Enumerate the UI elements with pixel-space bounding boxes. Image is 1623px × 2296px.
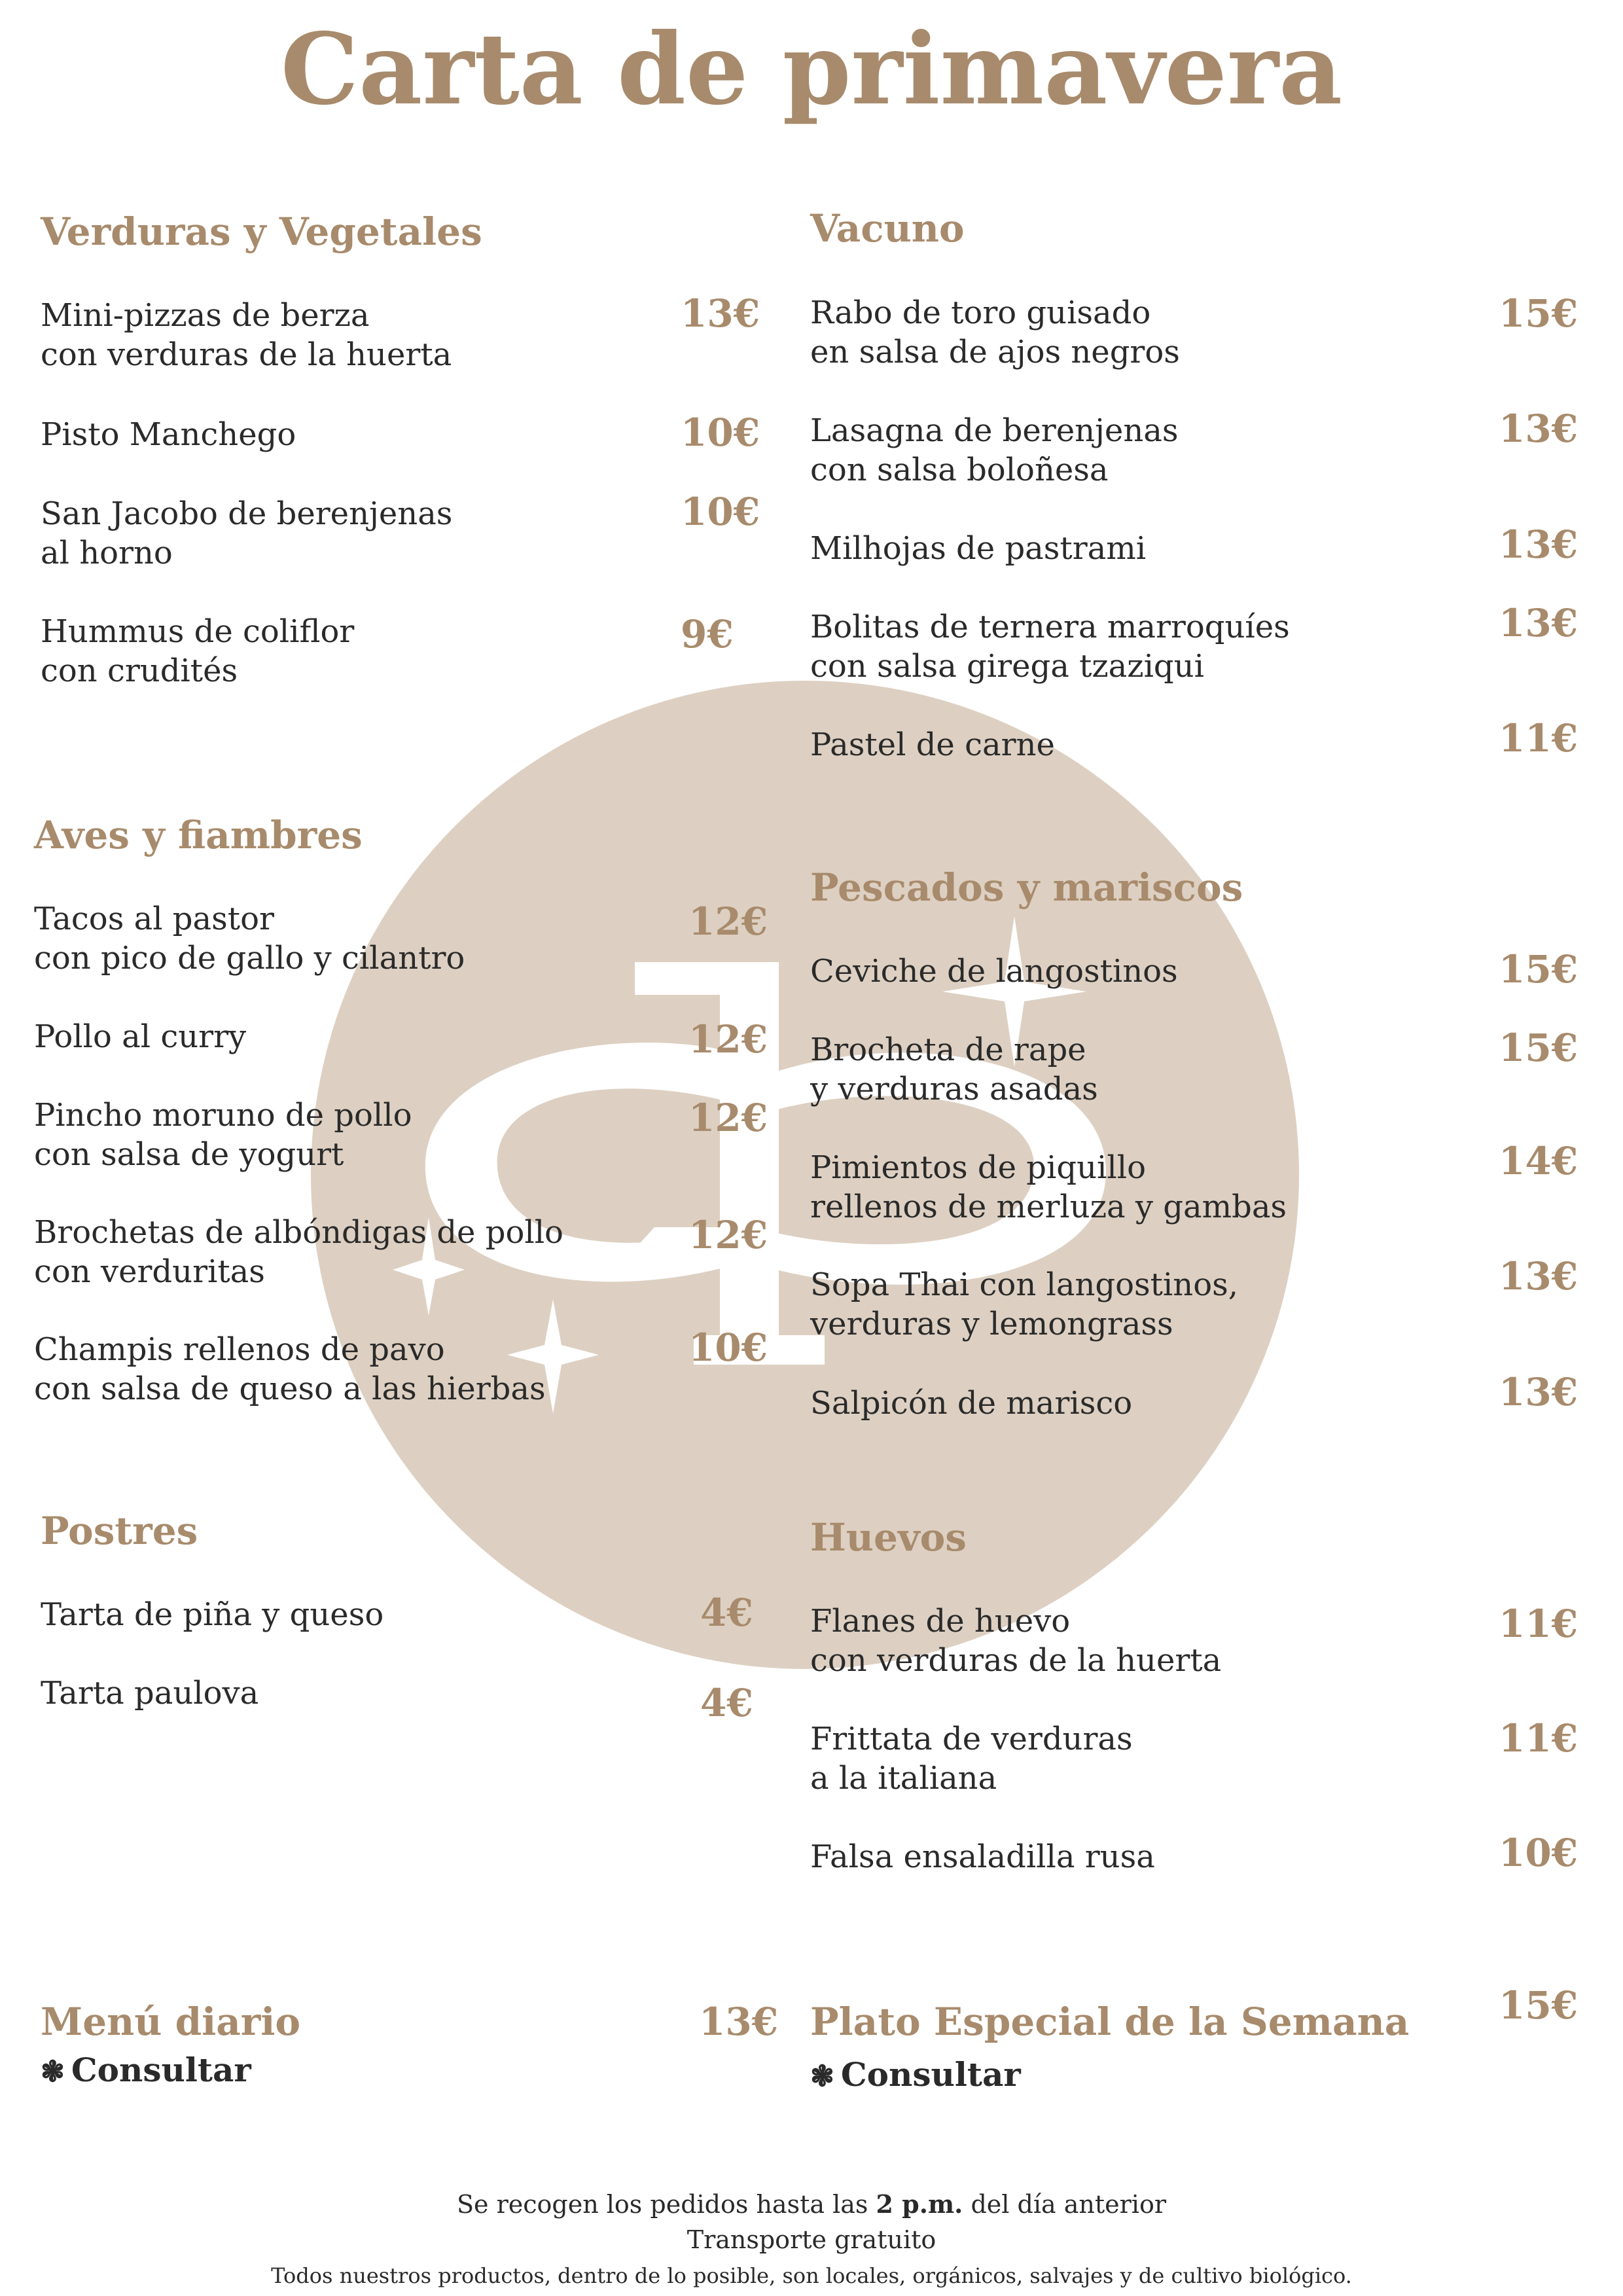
flower-icon: ❃ [41, 2055, 65, 2089]
section-title-pescados: Pescados y mariscos [810, 865, 1243, 910]
menu-item: Mini-pizzas de berza con verduras de la huerta [41, 297, 452, 373]
footer-pickup-note: Se recogen los pedidos hasta las 2 p.m. del día anterior [456, 2189, 1166, 2219]
menu-item-price: 11€ [1499, 1602, 1578, 1646]
menu-item: Pastel de carne [810, 726, 1055, 763]
menu-diario-consult: ❃ Consultar [41, 2051, 251, 2089]
menu-item-price: 13€ [1499, 406, 1578, 451]
footer-origin-note: Todos nuestros productos, dentro de lo posible, son locales, orgánicos, salvajes y de cultivo biológico. [271, 2263, 1352, 2288]
menu-item: Pollo al curry [34, 1018, 247, 1055]
section-title-vacuno: Vacuno [810, 206, 965, 251]
menu-item-price: 10€ [688, 1325, 768, 1370]
menu-item: Lasagna de berenjenas con salsa boloñesa [810, 412, 1179, 488]
menu-item: Flanes de huevo con verduras de la huerta [810, 1603, 1222, 1679]
menu-item: San Jacobo de berenjenas al horno [41, 495, 453, 571]
section-title-aves: Aves y fiambres [34, 813, 363, 857]
menu-item: Rabo de toro guisado en salsa de ajos negros [810, 295, 1180, 370]
section-title-verduras: Verduras y Vegetales [41, 209, 482, 254]
plato-especial-title: Plato Especial de la Semana [810, 2000, 1410, 2044]
menu-item-price: 12€ [688, 1096, 768, 1140]
menu-item-price: 15€ [1499, 291, 1578, 336]
menu-item: Milhojas de pastrami [810, 530, 1147, 567]
menu-item: Pincho moruno de pollo con salsa de yogurt [34, 1097, 412, 1173]
page-title: Carta de primavera [280, 12, 1343, 127]
menu-item-price: 4€ [700, 1590, 753, 1635]
menu-item: Tarta de piña y queso [41, 1596, 384, 1633]
menu-item: Brochetas de albóndigas de pollo con verduritas [34, 1214, 563, 1290]
menu-item-price: 12€ [688, 1017, 768, 1062]
menu-item: Tarta paulova [41, 1675, 259, 1712]
menu-item-price: 11€ [1499, 1716, 1578, 1761]
menu-item-price: 11€ [1499, 716, 1578, 761]
menu-item-price: 12€ [688, 1213, 768, 1257]
menu-item: Sopa Thai con langostinos, verduras y lemongrass [810, 1266, 1238, 1342]
menu-item-price: 14€ [1499, 1139, 1578, 1183]
menu-item-price: 13€ [1499, 601, 1578, 645]
menu-item: Bolitas de ternera marroquíes con salsa girega tzaziqui [810, 609, 1290, 685]
menu-item-price: 13€ [1499, 522, 1578, 567]
menu-item: Pimientos de piquillo rellenos de merluza y gambas [810, 1149, 1287, 1225]
menu-item-price: 13€ [1499, 1254, 1578, 1299]
menu-item: Frittata de verduras a la italiana [810, 1721, 1133, 1797]
menu-item: Champis rellenos de pavo con salsa de queso a las hierbas [34, 1331, 546, 1407]
menu-item-price: 10€ [681, 490, 760, 534]
plato-especial-consult: ❃ Consultar [810, 2055, 1021, 2094]
plato-especial-price: 15€ [1499, 1983, 1578, 2028]
section-title-huevos: Huevos [810, 1515, 967, 1560]
menu-item-price: 15€ [1499, 947, 1578, 992]
menu-item: Pisto Manchego [41, 416, 296, 453]
menu-item-price: 10€ [681, 410, 760, 455]
section-title-postres: Postres [41, 1509, 198, 1553]
menu-item: Tacos al pastor con pico de gallo y cilantro [34, 901, 465, 977]
flower-icon: ❃ [810, 2060, 834, 2093]
menu-item-price: 9€ [681, 612, 734, 656]
menu-item-price: 10€ [1499, 1831, 1578, 1875]
menu-item: Ceviche de langostinos [810, 953, 1178, 990]
menu-item-price: 13€ [1499, 1370, 1578, 1414]
menu-item-price: 4€ [700, 1681, 753, 1725]
menu-item: Brocheta de rape y verduras asadas [810, 1031, 1098, 1107]
menu-item: Salpicón de marisco [810, 1385, 1133, 1422]
footer-transport: Transporte gratuito [687, 2225, 936, 2254]
menu-item-price: 12€ [688, 899, 768, 944]
menu-item-price: 13€ [681, 291, 760, 336]
menu-diario-price: 13€ [699, 2000, 779, 2044]
menu-diario-title: Menú diario [41, 2000, 301, 2044]
menu-item: Falsa ensaladilla rusa [810, 1839, 1155, 1875]
menu-item-price: 15€ [1499, 1026, 1578, 1070]
menu-item: Hummus de coliflor con crudités [41, 613, 355, 689]
